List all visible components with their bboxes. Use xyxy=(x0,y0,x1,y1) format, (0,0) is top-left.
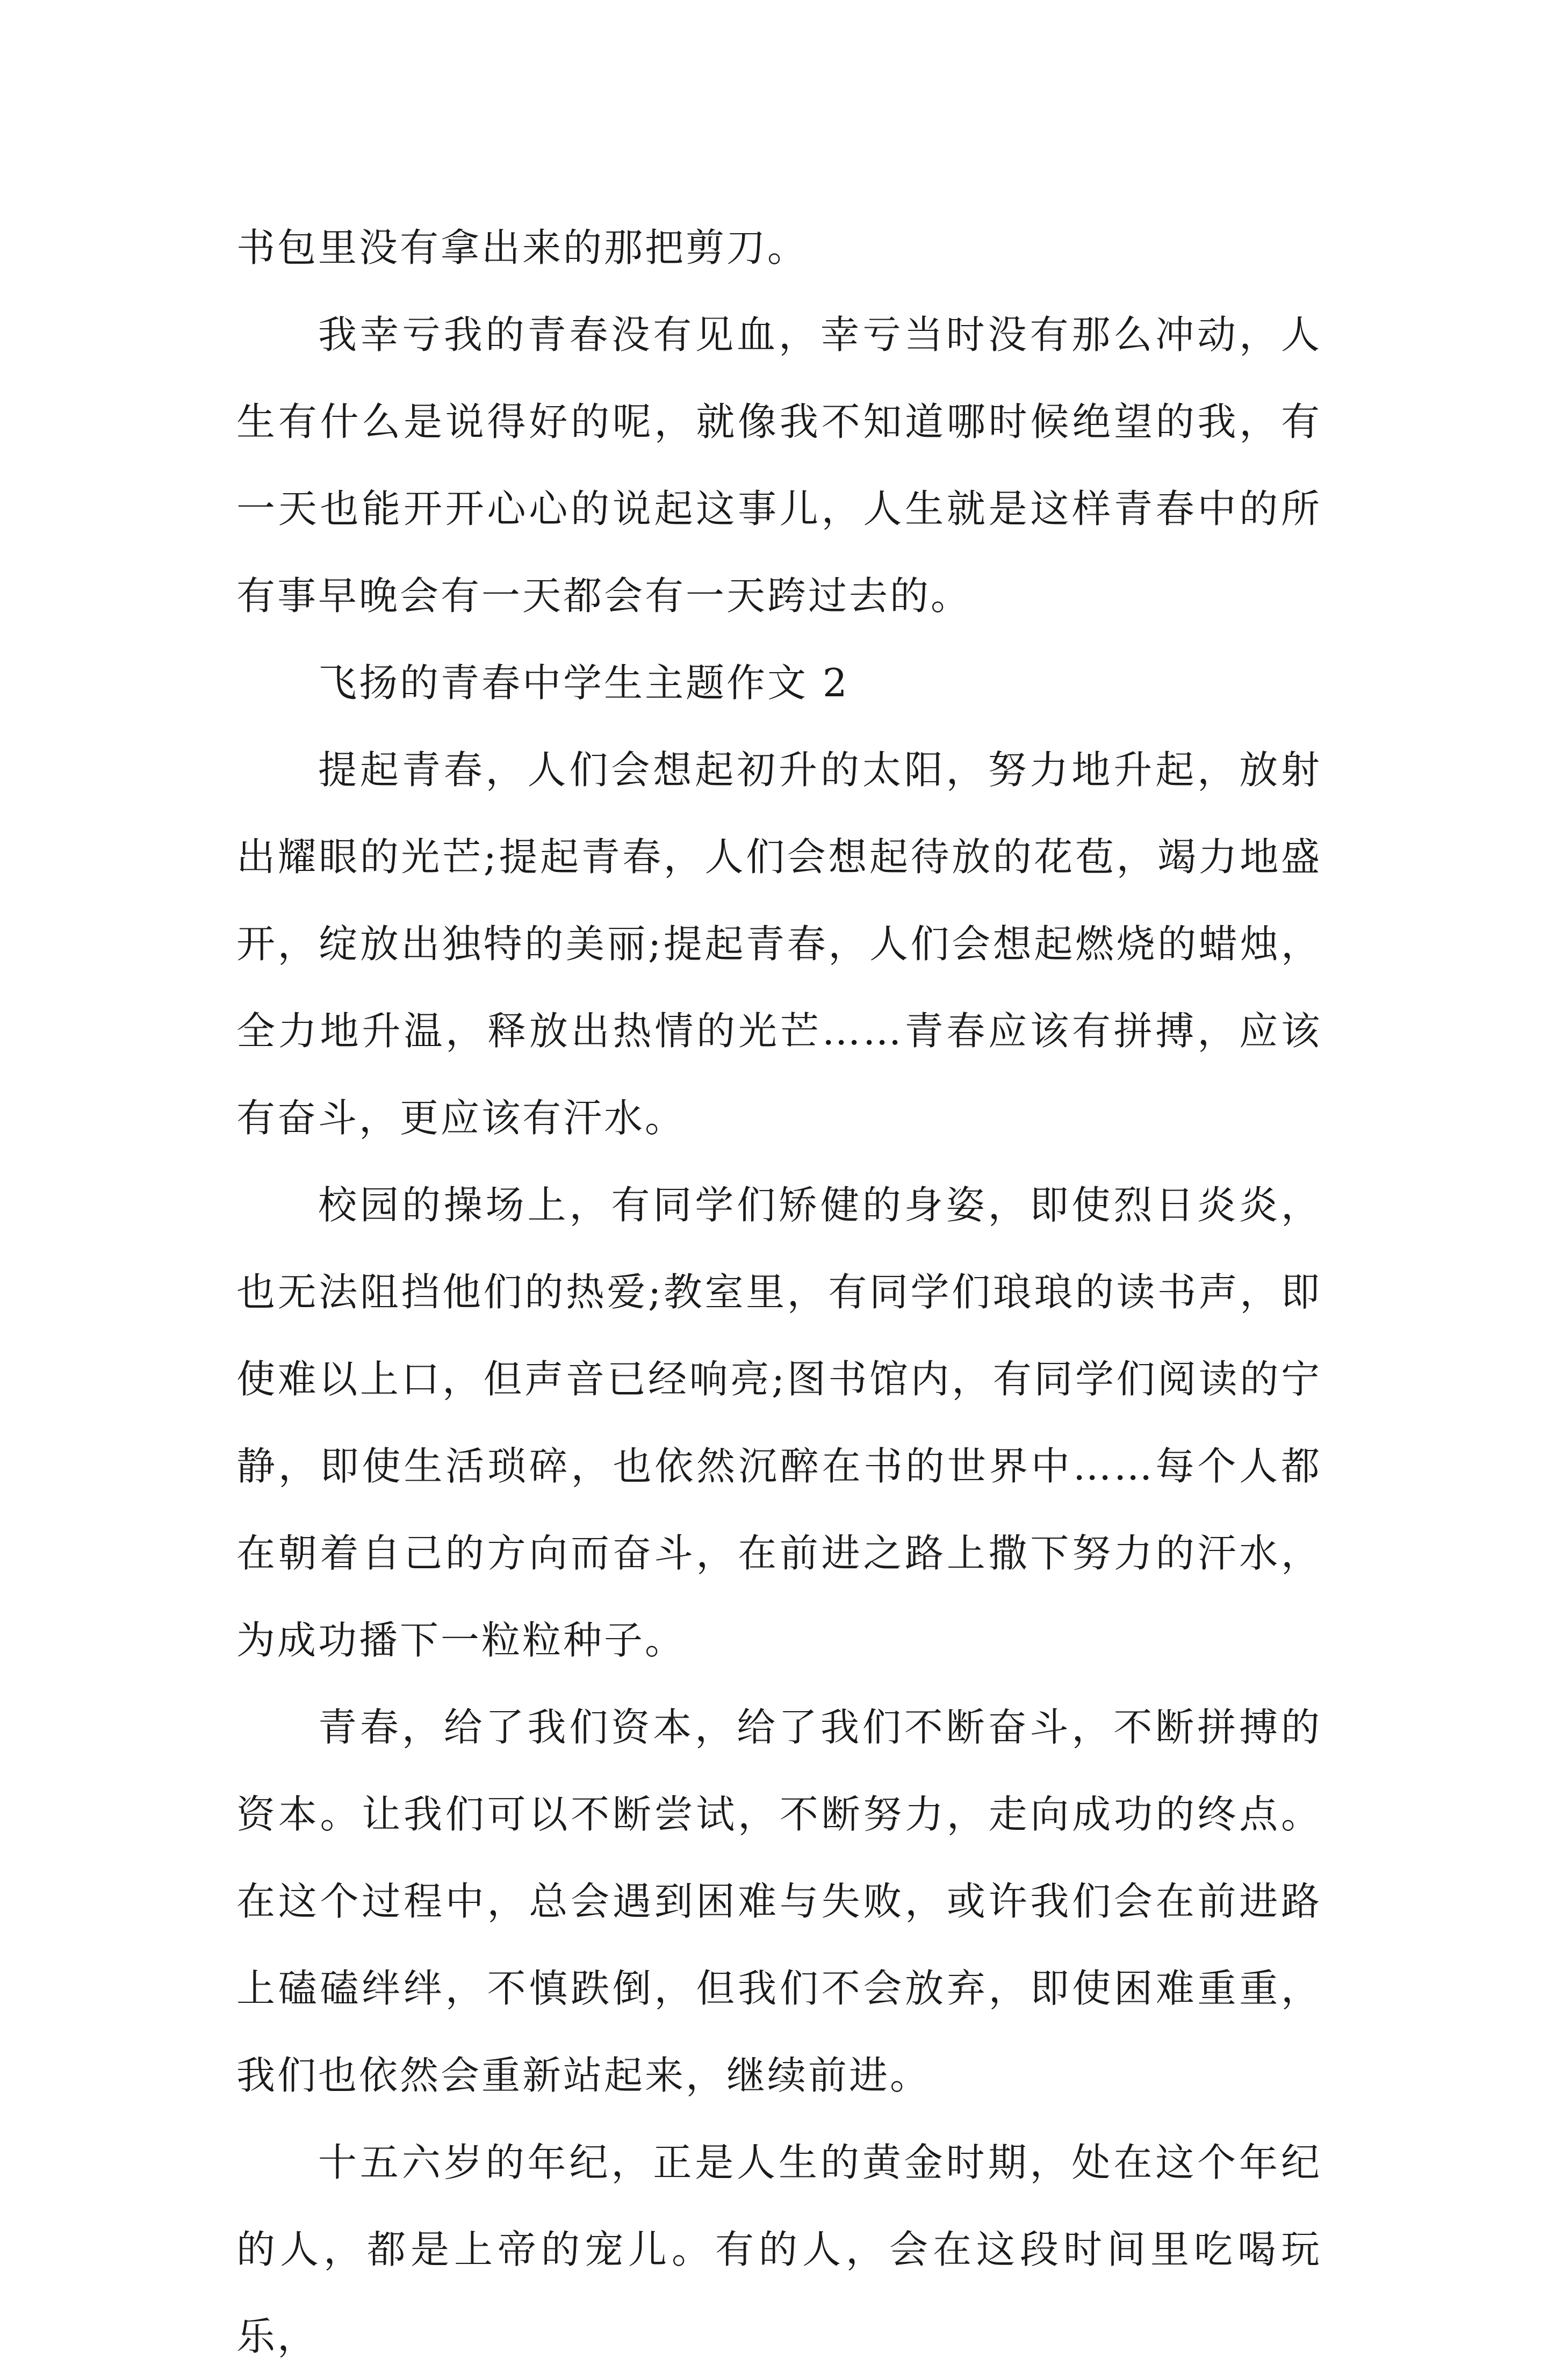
paragraph-2: 我幸亏我的青春没有见血，幸亏当时没有那么冲动，人生有什么是说得好的呢，就像我不知道哪时候绝望的我，有一天也能开开心心的说起这事儿，人生就是这样青春中的所有事早晚会有一天都会有一天跨过去的。 xyxy=(236,312,1322,618)
paragraph-1: 书包里没有拿出来的那把剪刀。 xyxy=(236,225,809,270)
paragraph-6: 十五六岁的年纪，正是人生的黄金时期，处在这个年纪的人，都是上帝的宠儿。有的人，会在这段时间里吃喝玩乐， xyxy=(236,2140,1322,2359)
paragraph-5: 青春，给了我们资本，给了我们不断奋斗，不断拼搏的资本。让我们可以不断尝试，不断努力，走向成功的终点。在这个过程中，总会遇到困难与失败，或许我们会在前进路上磕磕绊绊，不慎跌倒，但我们不会放弃，即使困难重重，我们也依然会重新站起来，继续前进。 xyxy=(236,1705,1322,2098)
document-body xyxy=(236,204,1322,2380)
paragraph-4: 校园的操场上，有同学们矫健的身姿，即使烈日炎炎，也无法阻挡他们的热爱;教室里，有同学们琅琅的读书声，即使难以上口，但声音已经响亮;图书馆内，有同学们阅读的宁静，即使生活琐碎，也依然沉醉在书的世界中……每个人都在朝着自己的方向而奋斗，在前进之路上撒下努力的汗水，为成功播下一粒粒种子。 xyxy=(236,1182,1322,1663)
essay-heading: 飞扬的青春中学生主题作文 2 xyxy=(318,660,850,705)
paragraph-3: 提起青春，人们会想起初升的太阳，努力地升起，放射出耀眼的光芒;提起青春，人们会想起待放的花苞，竭力地盛开，绽放出独特的美丽;提起青春，人们会想起燃烧的蜡烛，全力地升温，释放出热情的光芒……青春应该有拼搏，应该有奋斗，更应该有汗水。 xyxy=(236,747,1322,1141)
